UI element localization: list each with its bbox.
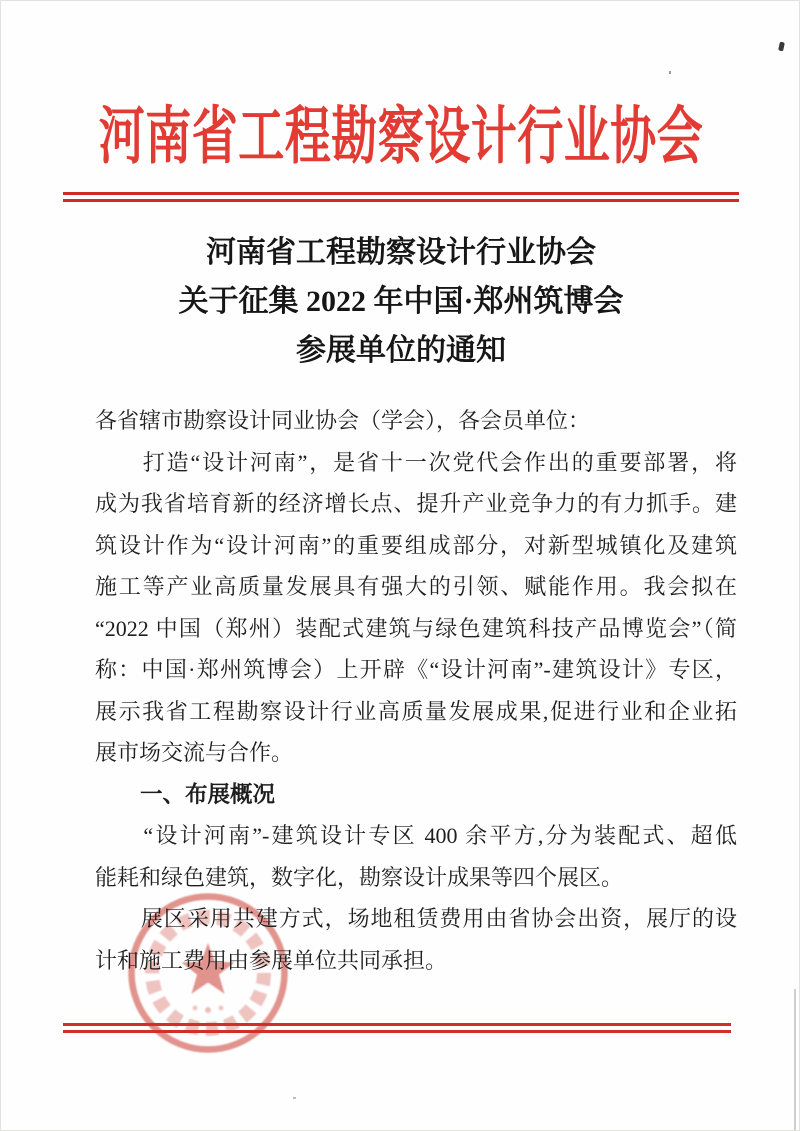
- scan-speck: [293, 1097, 296, 1099]
- body-line: 展区采用共建方式，场地租赁费用由省协会出资，展厅的设: [95, 906, 737, 931]
- footer-rule-bottom: [63, 1030, 731, 1034]
- body-line: 打造“设计河南”，是省十一次党代会作出的重要部署，将: [95, 449, 737, 475]
- body-line: 成为我省培育新的经济增长点、提升产业竞争力的有力抓手。建: [95, 491, 737, 516]
- letterhead: [1, 87, 800, 172]
- document-body: [95, 400, 737, 981]
- body-line: “2022 中国（郑州）装配式建筑与绿色建筑科技产品博览会”（简: [95, 615, 737, 641]
- footer-rule-top: [63, 1023, 731, 1026]
- body-line: 计和施工费用由参展单位共同承担。: [95, 947, 448, 973]
- document-title-line-2: 关于征集 2022 年中国·郑州筑博会: [178, 285, 624, 318]
- body-line: 筑设计作为“设计河南”的重要组成部分，对新型城镇化及建筑: [95, 532, 737, 558]
- document-title: [1, 228, 800, 375]
- letterhead-title: 河南省工程勘察设计行业协会: [98, 101, 704, 172]
- scan-speck: [778, 42, 785, 52]
- scan-edge-line: [794, 989, 796, 1131]
- body-line: 各省辖市勘察设计同业协会（学会），各会员单位：: [95, 408, 591, 433]
- document-title-line-1: 河南省工程勘察设计行业协会: [206, 236, 596, 269]
- body-line: 能耗和绿色建筑，数字化，勘察设计成果等四个展区。: [95, 864, 624, 890]
- body-line: 称：中国·郑州筑博会）上开辟《“设计河南”-建筑设计》专区，: [95, 657, 737, 682]
- document-title-line-3: 参展单位的通知: [296, 334, 506, 367]
- section-heading: 一、布展概况: [95, 781, 276, 807]
- scan-speck: [669, 71, 671, 74]
- body-line: 施工等产业高质量发展具有强大的引领、赋能作用。我会拟在: [95, 574, 737, 599]
- letterhead-rule-bottom: [63, 199, 739, 202]
- body-line: 展示我省工程勘察设计行业高质量发展成果,促进行业和企业拓: [95, 698, 737, 724]
- body-line: 展市场交流与合作。: [95, 740, 294, 765]
- letterhead-rule-top: [63, 192, 739, 195]
- body-line: “设计河南”-建筑设计专区 400 余平方,分为装配式、超低: [95, 823, 737, 848]
